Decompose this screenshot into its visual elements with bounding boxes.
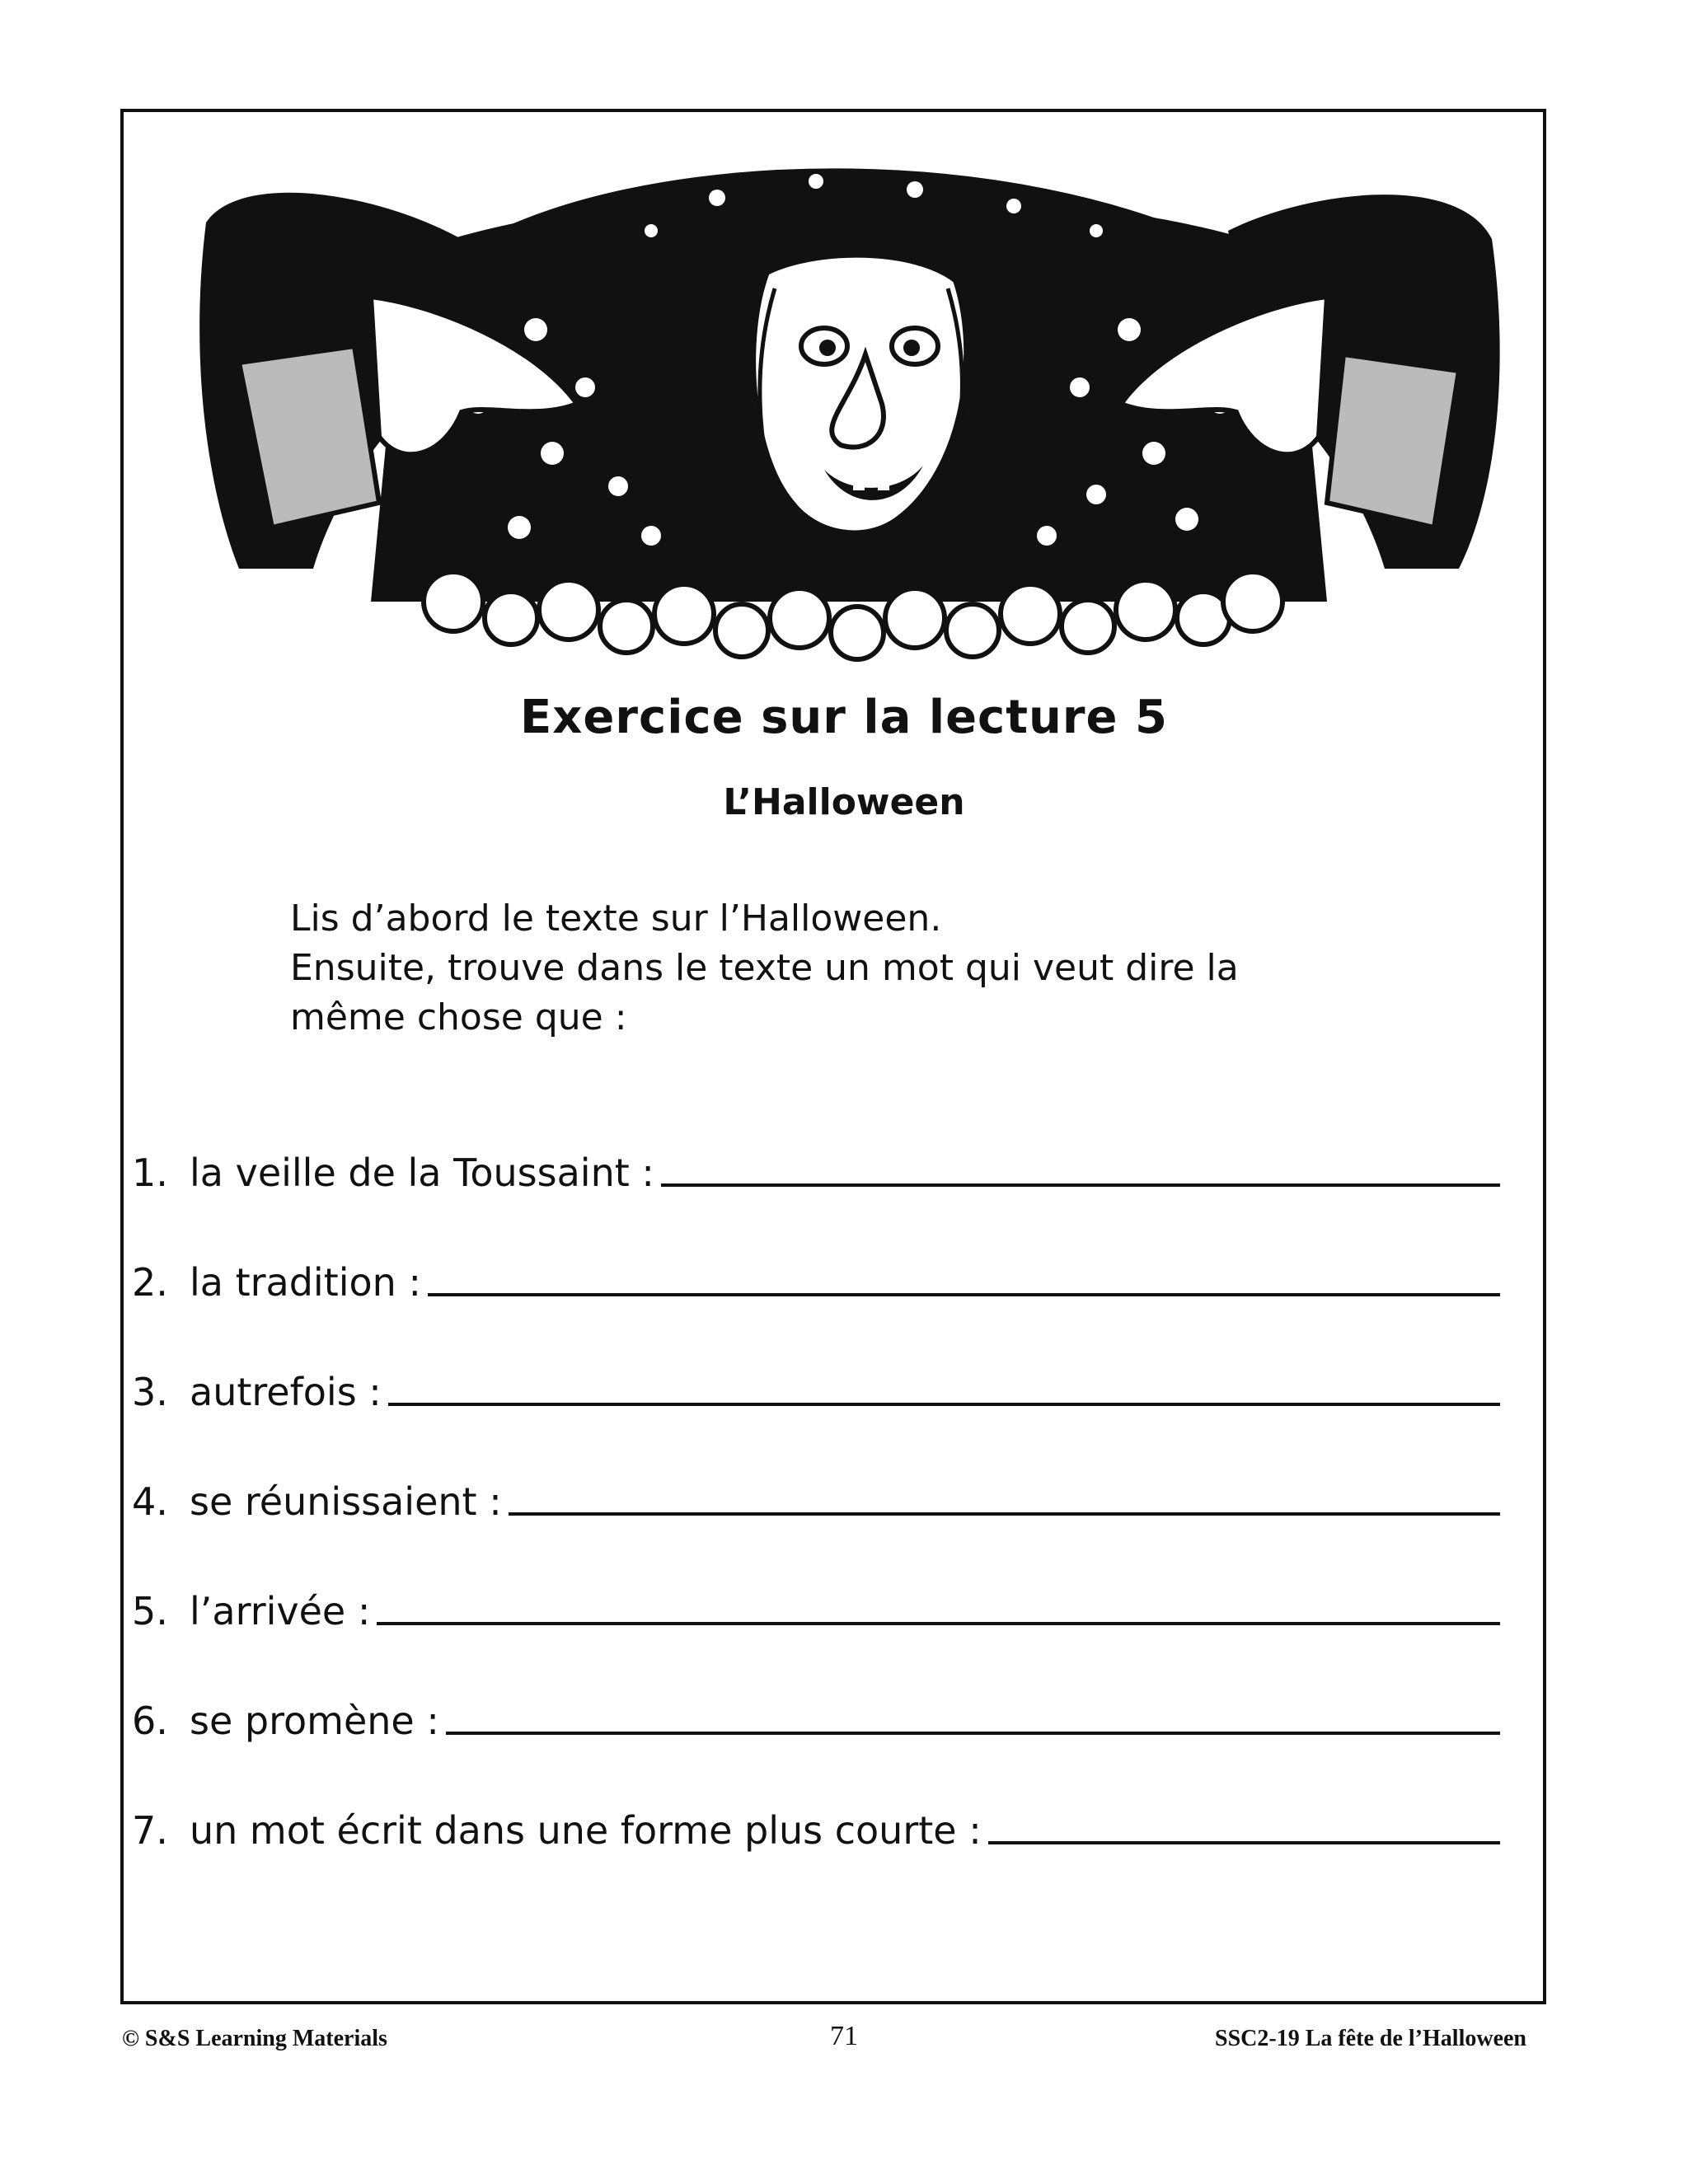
footer-copyright: © S&S Learning Materials — [122, 2026, 387, 2051]
witch-illustration — [190, 140, 1508, 676]
footer-page-number: 71 — [830, 2021, 858, 2051]
question-label: la veille de la Toussaint : — [190, 1151, 654, 1195]
question-label: se réunissaient : — [190, 1479, 502, 1524]
answer-line[interactable] — [388, 1403, 1500, 1406]
instruction-line: Lis d’abord le texte sur l’Halloween. — [290, 898, 942, 940]
instructions — [290, 894, 1362, 1043]
answer-line[interactable] — [377, 1622, 1500, 1625]
answer-line[interactable] — [509, 1512, 1500, 1516]
question-number: 7. — [132, 1808, 168, 1853]
question-number: 2. — [132, 1260, 168, 1305]
question-item — [132, 1137, 1500, 1195]
question-item — [132, 1685, 1500, 1743]
question-label: la tradition : — [190, 1260, 421, 1305]
page-subtitle: L’Halloween — [723, 781, 965, 823]
question-label: autrefois : — [190, 1370, 382, 1414]
instruction-line: même chose que : — [290, 996, 627, 1038]
question-number: 3. — [132, 1370, 168, 1414]
question-label: se promène : — [190, 1699, 439, 1743]
footer-series-title: SSC2-19 La fête de l’Halloween — [1215, 2026, 1526, 2051]
question-number: 4. — [132, 1479, 168, 1524]
question-item — [132, 1357, 1500, 1414]
question-label: l’arrivée : — [190, 1589, 371, 1633]
question-number: 1. — [132, 1151, 168, 1195]
question-label: un mot écrit dans une forme plus courte : — [190, 1808, 982, 1853]
question-item — [132, 1795, 1500, 1853]
question-number: 5. — [132, 1589, 168, 1633]
page-title: Exercice sur la lecture 5 — [520, 691, 1168, 744]
answer-line[interactable] — [428, 1293, 1500, 1296]
question-item — [132, 1247, 1500, 1305]
answer-line[interactable] — [446, 1732, 1500, 1735]
question-number: 6. — [132, 1699, 168, 1743]
question-item — [132, 1466, 1500, 1524]
answer-line[interactable] — [661, 1183, 1500, 1187]
instruction-line: Ensuite, trouve dans le texte un mot qui veut dire la — [290, 947, 1239, 989]
question-item — [132, 1576, 1500, 1633]
answer-line[interactable] — [988, 1841, 1500, 1844]
